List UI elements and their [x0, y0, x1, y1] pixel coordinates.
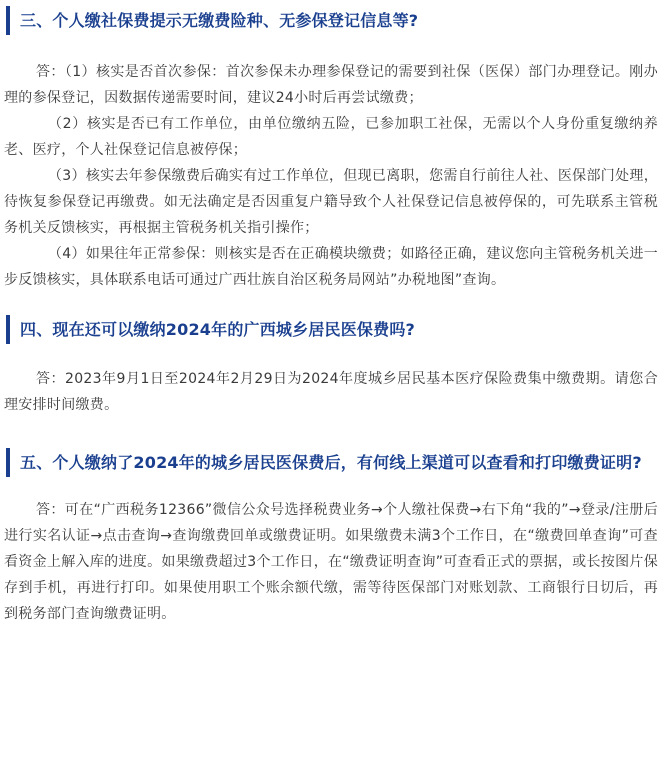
section-3-answer-4: （4）如果往年正常参保：则核实是否在正确模块缴费；如路径正确，建议您向主管税务机关进一步反馈核实，具体联系电话可通过广西壮族自治区税务局网站”办税地图”查询。 — [4, 246, 658, 288]
section-3-heading: 三、个人缴社保费提示无缴费险种、无参保登记信息等? — [6, 6, 666, 35]
section-5 — [0, 418, 666, 627]
section-4-answer: 答：2023年9月1日至2024年2月29日为2024年度城乡居民基本医疗保险费集中缴费期。请您合理安排时间缴费。 — [4, 371, 658, 413]
section-5-answer: 答：可在“广西税务12366”微信公众号选择税费业务→个人缴社保费→右下角“我的”→登录/注册后进行实名认证→点击查询→查询缴费回单或缴费证明。如果缴费未满3个工作日，在“缴费回单查询”可查看资金上解入库的进度。如果缴费超过3个工作日，在“缴费证明查询”可查看正式的票据，或长按图片保存到手机，再进行打印。如果使用职工个账余额代缴，需等待医保部门对账划款、工商银行日切后，再到税务部门查询缴费证明。 — [4, 502, 658, 622]
section-3-answer-3: （3）核实去年参保缴费后确实有过工作单位，但现已离职，您需自行前往人社、医保部门处理，待恢复参保登记再缴费。如无法确定是否因重复户籍导致个人社保登记信息被停保的，可先联系主管税务机关反馈核实，再根据主管税务机关指引操作； — [4, 168, 658, 236]
section-3-answer-2: （2）核实是否已有工作单位，由单位缴纳五险，已参加职工社保，无需以个人身份重复缴纳养老、医疗，个人社保登记信息被停保； — [4, 116, 658, 158]
section-5-heading: 五、个人缴纳了2024年的城乡居民医保费后，有何线上渠道可以查看和打印缴费证明? — [6, 448, 666, 477]
section-4 — [0, 293, 666, 418]
section-4-heading: 四、现在还可以缴纳2024年的广西城乡居民医保费吗? — [6, 315, 666, 344]
section-3-answer-1: 答：（1）核实是否首次参保：首次参保未办理参保登记的需要到社保（医保）部门办理登记。刚办理的参保登记，因数据传递需要时间，建议24小时后再尝试缴费； — [4, 64, 658, 106]
section-3 — [0, 0, 666, 293]
